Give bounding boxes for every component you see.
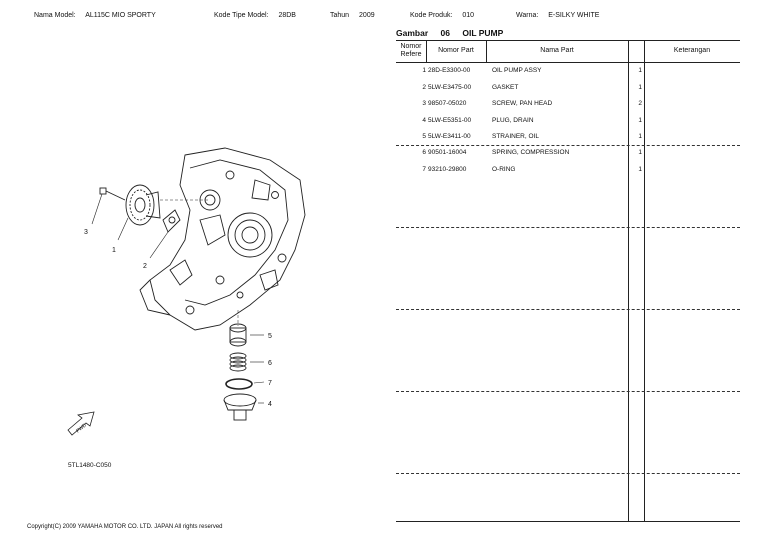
table-header-border	[396, 62, 740, 63]
callout-6: 6	[268, 360, 272, 367]
copyright-notice: Copyright(C) 2009 YAMAHA MOTOR CO. LTD. JAPAN All rights reserved	[27, 524, 223, 530]
type-info	[214, 12, 304, 19]
row-qty: 2	[638, 100, 642, 107]
color-value: E-SILKY WHITE	[548, 12, 600, 19]
row-part-name: O-RING	[492, 166, 516, 173]
row-part-number: 90501-16004	[428, 149, 467, 156]
model-value: AL115C MIO SPORTY	[85, 12, 156, 19]
row-part-number: 28D-E3300-00	[428, 67, 471, 74]
spring-part	[230, 353, 246, 371]
row-ref: 5	[422, 133, 426, 140]
row-part-number: 5LW-E3475-00	[428, 84, 472, 91]
fwd-arrow-icon	[68, 412, 94, 435]
row-part-number: 93210-29800	[428, 166, 467, 173]
row-part-name: GASKET	[492, 84, 519, 91]
callout-3: 3	[84, 229, 88, 236]
row-part-number: 5LW-E3411-00	[428, 133, 471, 140]
col-divider-name	[628, 40, 629, 522]
year-value: 2009	[359, 12, 375, 19]
figure-title	[396, 28, 513, 38]
screw-part	[100, 188, 125, 200]
group-separator	[396, 227, 740, 228]
row-part-name: SCREW, PAN HEAD	[492, 100, 553, 107]
product-value: 010	[462, 12, 475, 19]
row-part-number: 98507-05020	[428, 100, 467, 107]
gasket-part	[163, 210, 180, 232]
illustration-code: 5TL1480-C050	[68, 462, 112, 469]
row-part-name: STRAINER, OIL	[492, 133, 539, 140]
header-ref: Nomor Refere	[400, 43, 422, 58]
table-row	[396, 163, 740, 177]
table-row	[396, 130, 740, 144]
row-qty: 1	[638, 84, 642, 91]
row-part-name: OIL PUMP ASSY	[492, 67, 542, 74]
row-part-name: PLUG, DRAIN	[492, 117, 534, 124]
drain-plug-part	[224, 394, 256, 420]
callout-2: 2	[143, 263, 147, 270]
figure-label: Gambar	[396, 28, 429, 38]
model-label: Nama Model:	[34, 12, 76, 19]
table-row	[396, 81, 740, 95]
callout-7: 7	[268, 380, 272, 387]
figure-number: 06	[440, 28, 450, 38]
row-ref: 7	[422, 166, 426, 173]
year-info	[330, 12, 383, 19]
callout-4: 4	[268, 401, 272, 408]
row-qty: 1	[638, 133, 642, 140]
header-part-number: Nomor Part	[438, 47, 474, 54]
table-row	[396, 114, 740, 128]
group-separator	[396, 391, 740, 392]
row-qty: 1	[638, 67, 642, 74]
row-qty: 1	[638, 149, 642, 156]
product-label: Kode Produk:	[410, 12, 453, 19]
row-ref: 3	[422, 100, 426, 107]
header-part-name: Nama Part	[540, 47, 574, 54]
parts-table	[396, 40, 740, 522]
color-label: Warna:	[516, 12, 539, 19]
row-qty: 1	[638, 117, 642, 124]
row-ref: 4	[422, 117, 426, 124]
type-value: 28DB	[278, 12, 296, 19]
figure-name: OIL PUMP	[462, 28, 504, 38]
callout-5: 5	[268, 333, 272, 340]
col-divider-qty	[644, 40, 645, 522]
row-qty: 1	[638, 166, 642, 173]
color-info	[516, 12, 607, 19]
group-separator	[396, 473, 740, 474]
crankcase-drawing	[140, 148, 305, 330]
o-ring-part	[226, 379, 252, 389]
row-part-number: 5LW-E5351-00	[428, 117, 472, 124]
row-ref: 2	[422, 84, 426, 91]
header-note: Keterangan	[673, 47, 711, 54]
type-label: Kode Tipe Model:	[214, 12, 269, 19]
table-row	[396, 64, 740, 78]
fwd-label: FWD	[75, 422, 88, 435]
table-row	[396, 97, 740, 111]
callout-1: 1	[112, 247, 116, 254]
model-info	[34, 12, 164, 19]
table-bottom-border	[396, 521, 740, 522]
strainer-part	[230, 324, 246, 346]
row-part-name: SPRING, COMPRESSION	[492, 149, 570, 156]
year-label: Tahun	[330, 12, 350, 19]
product-info	[410, 12, 482, 19]
row-ref: 6	[422, 149, 426, 156]
table-row	[396, 146, 740, 160]
oil-pump-exploded-diagram	[20, 140, 310, 440]
group-separator	[396, 309, 740, 310]
oil-pump-gear-part	[126, 185, 160, 225]
row-ref: 1	[422, 67, 426, 74]
